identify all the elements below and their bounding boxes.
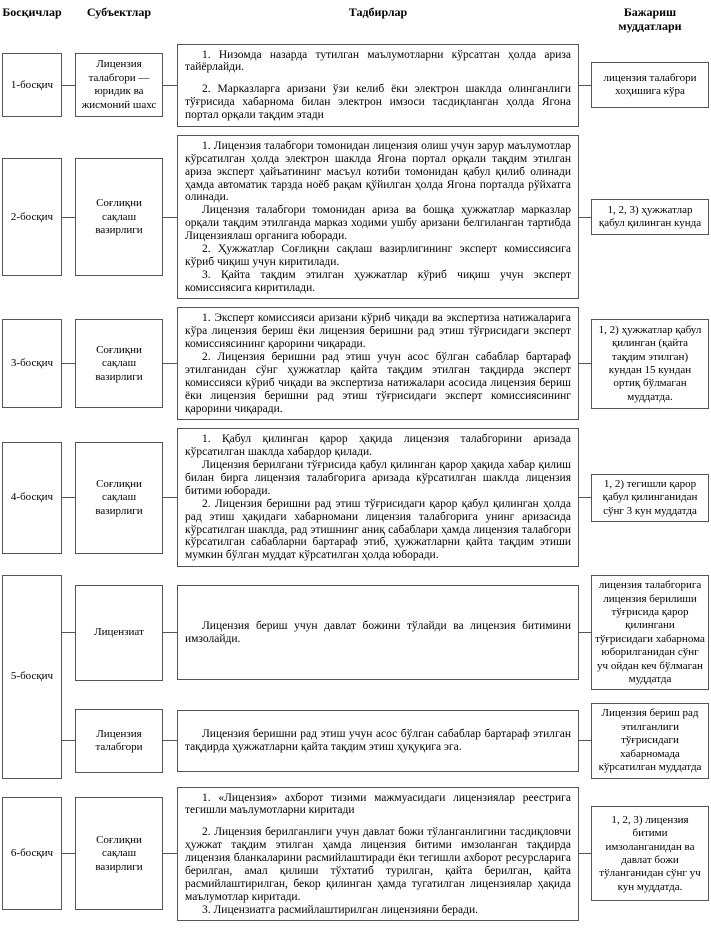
activity-paragraph: 2. Лицензия беришни рад этиш тўғрисидаги қарор қабул қилинган ҳолда рад этиш ҳақидаги хабарномани лицензия талабгорига унинг аризасида кўрсатилган шаклда, рад этишнинг аниқ сабаблари ҳамда лицензия талабгори кўрсатилган сабабларни бартараф этиб, ҳужжатларни қайта тақдим этиши мумкин бўлган муддат кўрсатилган ҳолда юборади. bbox=[185, 497, 571, 562]
connector-line bbox=[163, 217, 177, 218]
activities-box bbox=[177, 428, 579, 567]
activities-box bbox=[177, 787, 579, 922]
stage-box: 6-босқич bbox=[2, 797, 62, 910]
activity-paragraph: 2. Лицензия берилганлиги учун давлат божи тўланганлигини тасдиқловчи ҳужжат тақдим этилган ҳамда лицензия битими имзоланган тақдирда лицензия бланкаларини расмийлаштиради ёки тегишли ахборот ресурсларига берилган, амал қилиши тўхтатиб турилган, қайта берилган, қайта расмийлаштирилган, бекор қилинган ҳамда тугатилган лицензиялар ҳақида маълумотлар киритади. bbox=[185, 826, 571, 903]
activities-box bbox=[177, 307, 579, 420]
subject-box: Лицензиат bbox=[75, 585, 163, 681]
activities-box bbox=[177, 710, 579, 772]
subject-box: Соғлиқни сақлаш вазирлиги bbox=[75, 442, 163, 554]
activity-paragraph: 1. Лицензия талабгори томонидан лицензия олиш учун зарур маълумотлар кўрсатилган ҳолда электрон шаклда Ягона портал орқали тақдим этилган ариза эксперт ҳайъатининг масъул котиби томонидан қабул қилиб олинади ҳамда автоматик тарзда ноёб рақам қўйилган ҳолда Ягона порталда рўйхатга олинади. bbox=[185, 139, 571, 204]
subject-box: Соғлиқни сақлаш вазирлиги bbox=[75, 319, 163, 408]
stage-box: 2-босқич bbox=[2, 158, 62, 276]
connector-line bbox=[579, 740, 591, 741]
deadline-box: Лицензия бериш рад этилганлиги тўғрисидаги хабарномада кўрсатилган муддатда bbox=[591, 703, 709, 778]
subject-box: Лицензия талабгори bbox=[75, 709, 163, 773]
process-row-stage-6 bbox=[2, 787, 709, 922]
connector-line bbox=[579, 217, 591, 218]
stage-box: 5-босқич bbox=[2, 575, 62, 778]
process-row-stage-2 bbox=[2, 135, 709, 300]
header-deadline-label: Бажариш муддатлари bbox=[618, 5, 682, 33]
activities-box bbox=[177, 585, 579, 680]
process-row-stage-3 bbox=[2, 307, 709, 420]
connector-line bbox=[579, 85, 591, 86]
header-stage-label: Босқичлар bbox=[2, 5, 62, 19]
deadline-box: 1, 2, 3) ҳужжатлар қабул қилинган кунда bbox=[591, 199, 709, 235]
stage-box: 1-босқич bbox=[2, 53, 62, 117]
connector-line bbox=[62, 853, 75, 854]
deadline-box: лицензия талабгорига лицензия берилиши тўғрисида қарор қилингани тўғрисидаги хабарнома юборилганидан сўнг уч ойдан кеч бўлмаган муддатда bbox=[591, 575, 709, 690]
activity-paragraph: 2. Марказларга аризани ўзи келиб ёки электрон шаклда олинганлиги тўғрисида хабарнома билан электрон имзоси тасдиқланган ҳолда Ягона портал орқали тақдим этади bbox=[185, 83, 571, 122]
activities-box bbox=[177, 135, 579, 300]
activity-paragraph: Лицензия берилгани тўғрисида қабул қилинган қарор ҳақида хабар қилиш билан бирга лицензия талабгорига аризада кўрсатилган шаклда лицензия битими юборади. bbox=[185, 459, 571, 497]
connector-line bbox=[62, 85, 75, 86]
table-header bbox=[2, 4, 709, 34]
activity-paragraph: Лицензия талабгори томонидан ариза ва бошқа ҳужжатлар марказлар орқали тақдим этилганда марказ ходими ушбу аризани белгиланган тартибда Лицензиялаш органига юборади. bbox=[185, 204, 571, 243]
activity-paragraph: 1. Қабул қилинган қарор ҳақида лицензия талабгорини аризада кўрсатилган шаклда хабардор қилади. bbox=[185, 433, 571, 459]
activity-paragraph: 2. Ҳужжатлар Соғлиқни сақлаш вазирлигининг эксперт комиссиясига кўриб чиқиш учун киритилади. bbox=[185, 242, 571, 268]
header-activities-label: Тадбирлар bbox=[348, 5, 408, 19]
process-row-stage-1 bbox=[2, 44, 709, 127]
connector-line bbox=[163, 85, 177, 86]
deadline-box: 1, 2) тегишли қарор қабул қилинганидан сўнг 3 кун муддатда bbox=[591, 474, 709, 522]
activity-paragraph: Лицензия бериш учун давлат божини тўлайди ва лицензия битимини имзолайди. bbox=[185, 619, 571, 645]
activity-paragraph: Лицензия беришни рад этиш учун асос бўлган сабаблар бартараф этилган тақдирда ҳужжатларни қайта тақдим этиш ҳуқуқига эга. bbox=[185, 728, 571, 753]
deadline-box: лицензия талабгори хоҳишига кўра bbox=[591, 62, 709, 108]
activity-paragraph: 1. Эксперт комиссияси аризани кўриб чиқади ва экспертиза натижаларига кўра лицензия бериш ёки лицензия беришни рад этиш тўғрисидаги эксперт комиссиясининг қарорини чиқаради. bbox=[185, 312, 571, 351]
stage-box: 4-босқич bbox=[2, 442, 62, 554]
subject-box: Соғлиқни сақлаш вазирлиги bbox=[75, 797, 163, 910]
connector-line bbox=[579, 632, 591, 633]
connector-line bbox=[163, 853, 177, 854]
activity-paragraph: 3. Лицензиатга расмийлаштирилган лицензияни беради. bbox=[202, 903, 479, 916]
connector-line bbox=[579, 497, 591, 498]
stage-box: 3-босқич bbox=[2, 319, 62, 408]
connector-line bbox=[163, 632, 177, 633]
activity-paragraph: 1. «Лицензия» ахборот тизими мажмуасидаги лицензиялар реестрига тегишли маълумотларни киритади bbox=[185, 791, 571, 817]
connector-line bbox=[62, 740, 75, 741]
connector-line bbox=[163, 497, 177, 498]
connector-line bbox=[62, 497, 75, 498]
connector-line bbox=[163, 363, 177, 364]
deadline-box: 1, 2, 3) лицензия битими имзоланганидан ва давлат божи тўланганидан сўнг уч кун муддатда. bbox=[591, 806, 709, 901]
subject-box: Лицензия талабгори — юридик ва жисмоний шахс bbox=[75, 53, 163, 117]
connector-line bbox=[62, 363, 75, 364]
header-subject-label: Субъектлар bbox=[86, 5, 152, 19]
activity-paragraph: 1. Низомда назарда тутилган маълумотларни кўрсатган ҳолда ариза тайёрлайди. bbox=[185, 48, 571, 74]
connector-line bbox=[579, 363, 591, 364]
deadline-box: 1, 2) ҳужжатлар қабул қилинган (қайта тақдим этилган) кундан 15 кундан ортиқ бўлмаган муддатда. bbox=[591, 319, 709, 409]
process-row-stage-5 bbox=[2, 575, 709, 778]
activity-paragraph: 2. Лицензия беришни рад этиш учун асос бўлган сабаблар бартараф этилганидан сўнг ҳужжатлар қайта тақдим этилган тақдирда эксперт комиссияси кўриб чиқади ва экспертиза натижалари асосида лицензия бериш ёки лицензия беришни рад этиш тўғрисидаги эксперт комиссиясининг қарорини чиқаради. bbox=[185, 351, 571, 415]
connector-line bbox=[579, 853, 591, 854]
connector-line bbox=[62, 217, 75, 218]
process-row-stage-4 bbox=[2, 428, 709, 567]
activity-paragraph: 3. Қайта тақдим этилган ҳужжатлар кўриб чиқиш учун эксперт комиссиясига киритилади. bbox=[185, 268, 571, 294]
connector-line bbox=[163, 740, 177, 741]
connector-line bbox=[62, 632, 75, 633]
subject-box: Соғлиқни сақлаш вазирлиги bbox=[75, 158, 163, 276]
activities-box bbox=[177, 44, 579, 127]
